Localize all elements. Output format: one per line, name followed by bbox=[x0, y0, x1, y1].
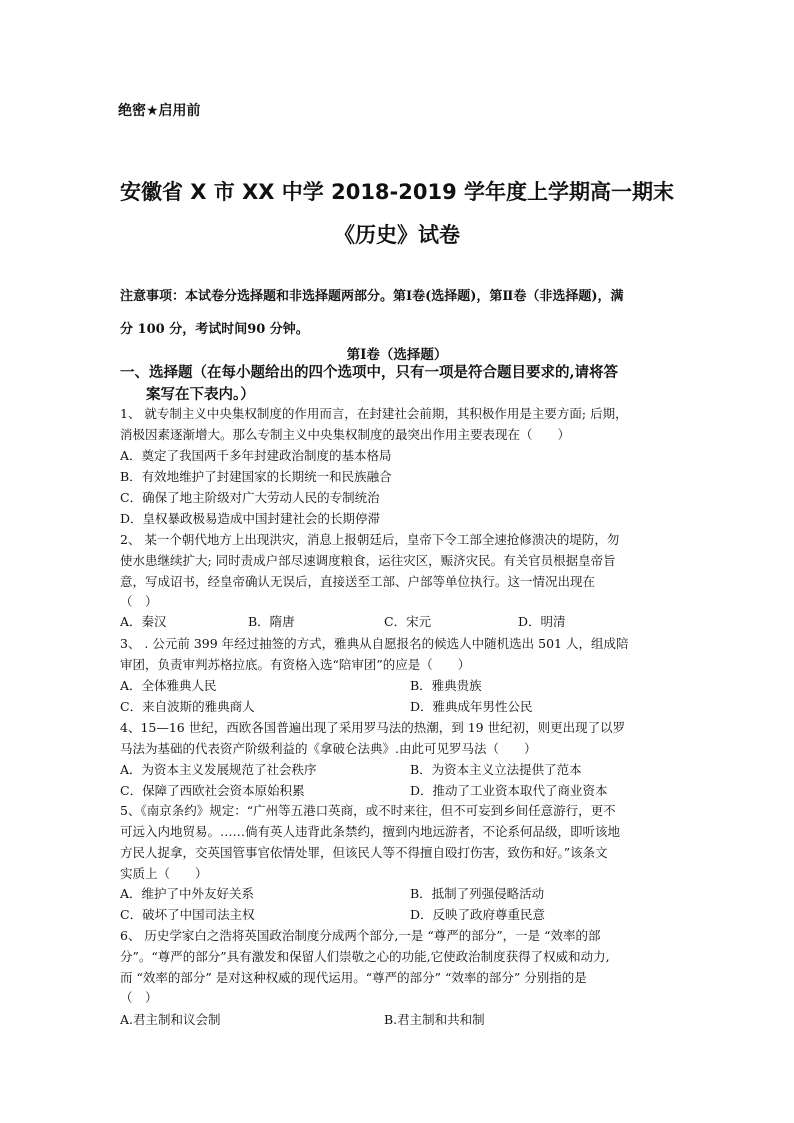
question-stem: 而 “效率的部分” 是对这种权威的现代运用。“尊严的部分” “效率的部分” 分别指的是 bbox=[120, 970, 587, 985]
section-heading-cont: 案写在下表内。） bbox=[146, 386, 255, 403]
option-a: A．全体雅典人民 bbox=[120, 678, 217, 693]
question-stem: 3、 . 公元前 399 年经过抽签的方式，雅典从自愿报名的候选人中随机选出 501 人，组成陪 bbox=[120, 636, 629, 651]
question-stem: 分”。“尊严的部分”具有激发和保留人们崇敬之心的功能,它使政治制度获得了权威和动力, bbox=[120, 949, 610, 964]
question-stem: 实质上（ ） bbox=[120, 866, 208, 881]
option-c: C．保障了西欧社会资本原始积累 bbox=[120, 783, 305, 798]
option-a: A．秦汉 bbox=[120, 614, 167, 629]
option-c: C．宋元 bbox=[384, 614, 432, 629]
option-b: B．雅典贵族 bbox=[410, 678, 482, 693]
option-c: C．确保了地主阶级对广大劳动人民的专制统治 bbox=[120, 490, 380, 505]
answer-blank: （ ） bbox=[120, 990, 158, 1005]
question-stem: 马法为基础的代表资产阶级利益的《拿破仑法典》.由此可见罗马法（ ） bbox=[120, 741, 537, 756]
exam-title: 安徽省 X 市 XX 中学 2018-2019 学年度上学期高一期末 bbox=[119, 180, 675, 204]
option-b: B．隋唐 bbox=[248, 614, 295, 629]
question-stem: 6、 历史学家白之浩将英国政治制度分成两个部分,一是 “尊严的部分”，一是 “效率的部 bbox=[120, 928, 601, 943]
option-b: B．有效地维护了封建国家的长期统一和民族融合 bbox=[120, 469, 392, 484]
answer-blank: （ ） bbox=[120, 594, 158, 609]
question-stem: 使水患继续扩大; 同时责成户部尽速调度粮食，运往灾区，赈济灾民。有关官员根据皇帝旨 bbox=[120, 553, 616, 568]
question-stem: 1、 就专制主义中央集权制度的作用而言，在封建社会前期，其积极作用是主要方面; 后期， bbox=[120, 406, 628, 421]
question-stem: 2、 某一个朝代地方上出现洪灾，消息上报朝廷后，皇帝下令工部全速抢修溃决的堤防，勿 bbox=[120, 532, 620, 547]
question-stem: 5、《南京条约》规定：“广州等五港口英商，或不时来往，但不可妄到乡间任意游行，更不 bbox=[120, 803, 616, 818]
question-stem: 方民人捉拿，交英国管事官依情处罪，但该民人等不得擅自殴打伤害，致伤和好。”该条文 bbox=[120, 845, 608, 860]
option-a: A．奠定了我国两千多年封建政治制度的基本格局 bbox=[120, 448, 392, 463]
option-b: B.君主制和共和制 bbox=[384, 1012, 485, 1027]
section-heading: 一、选择题（在每小题给出的四个选项中，只有一项是符合题目要求的,请将答 bbox=[120, 364, 619, 381]
option-d: D．雅典成年男性公民 bbox=[410, 699, 533, 714]
notice-line-1: 注意事项：本试卷分选择题和非选择题两部分。第Ⅰ卷(选择题)，第Ⅱ卷（非选择题)，满 bbox=[120, 289, 624, 304]
option-c: C．破坏了中国司法主权 bbox=[120, 907, 255, 922]
question-stem: 审团，负责审判苏格拉底。有资格入选“陪审团”的应是（ ） bbox=[120, 657, 471, 672]
part-one-heading: 第Ⅰ卷（选择题） bbox=[346, 347, 448, 363]
option-d: D．皇权暴政极易造成中国封建社会的长期停滞 bbox=[120, 511, 381, 526]
question-stem: 可远入内地贸易。……倘有英人违背此条禁约，擅到内地远游者，不论系何品级，即听该地 bbox=[120, 824, 621, 839]
question-stem: 4、15—16 世纪，西欧各国普遍出现了采用罗马法的热潮，到 19 世纪初，则更出现了以罗 bbox=[120, 720, 626, 735]
question-stem: 意，写成诏书，经皇帝确认无误后，直接送至工部、户部等单位执行。这一情况出现在 bbox=[120, 574, 596, 589]
option-c: C．来自波斯的雅典商人 bbox=[120, 699, 255, 714]
exam-subject-title: 《历史》试卷 bbox=[334, 223, 460, 247]
option-a: A．为资本主义发展规范了社会秩序 bbox=[120, 762, 317, 777]
notice-line-2: 分 100 分，考试时间90 分钟。 bbox=[120, 322, 309, 337]
option-d: D．推动了工业资本取代了商业资本 bbox=[410, 783, 608, 798]
option-a: A.君主制和议会制 bbox=[120, 1012, 221, 1027]
option-a: A．维护了中外友好关系 bbox=[120, 886, 255, 901]
question-stem: 消极因素逐渐增大。那么专制主义中央集权制度的最突出作用主要表现在（ ） bbox=[120, 427, 571, 442]
option-b: B．为资本主义立法提供了范本 bbox=[410, 762, 582, 777]
option-b: B．抵制了列强侵略活动 bbox=[410, 886, 545, 901]
confidential-mark: 绝密★启用前 bbox=[118, 103, 201, 119]
option-d: D．反映了政府尊重民意 bbox=[410, 907, 546, 922]
option-d: D．明清 bbox=[518, 614, 566, 629]
